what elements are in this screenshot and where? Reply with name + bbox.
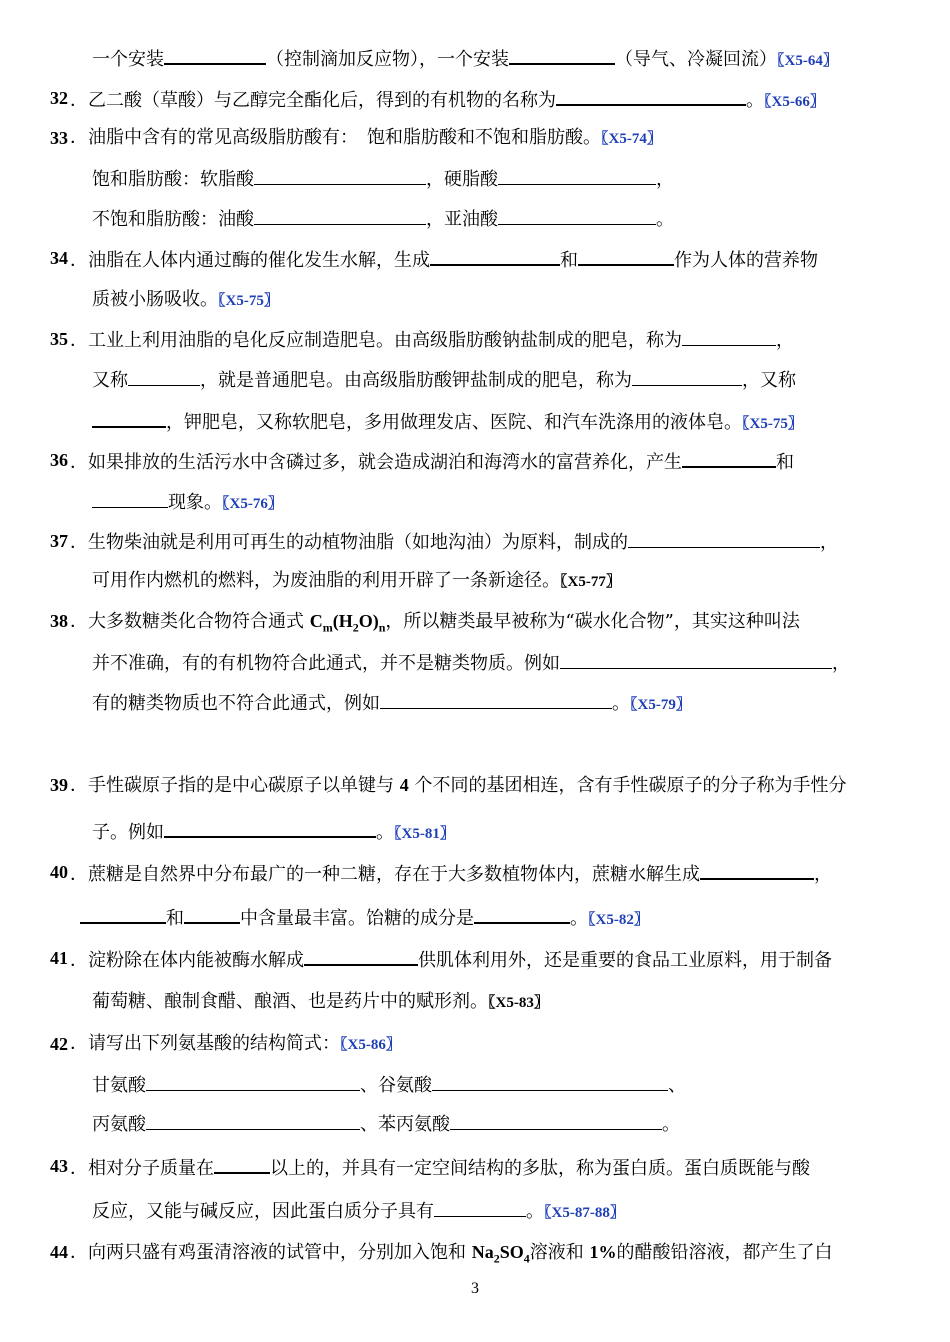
q38-line (70, 609, 800, 633)
q42-l2b: 、谷氨酸 (360, 1075, 432, 1096)
question-number: 36 (50, 450, 68, 470)
q33-l2a: 饱和脂肪酸：软脂酸 (92, 169, 254, 190)
question-number: 42 (50, 1034, 68, 1054)
q34-l2: 质被小肠吸收。 (92, 289, 218, 310)
answer-blank[interactable] (578, 246, 674, 266)
q43-line2 (92, 1198, 625, 1222)
q39-a: ．手性碳原子指的是中心碳原子以单键与 (70, 775, 400, 796)
q31-text-b: （控制滴加反应物），一个安装 (266, 49, 509, 70)
q44-c: 的醋酸铅溶液，都产生了白 (616, 1242, 833, 1263)
q37-a: ．生物柴油就是利用可再生的动植物油脂（如地沟油）为原料，制成的 (70, 532, 628, 553)
formula: $Na_2SO_4$ (471, 1242, 530, 1266)
answer-blank[interactable] (92, 489, 168, 508)
q37-line (70, 529, 838, 553)
q44-a: ．向两只盛有鸡蛋清溶液的试管中，分别加入饱和 (70, 1242, 472, 1263)
reference-tag: 〖X5-74〗 (601, 131, 662, 147)
q38-l3: 有的糖类物质也不符合此通式，例如 (92, 693, 380, 714)
q38-line2 (92, 650, 850, 674)
page-number: 3 (471, 1280, 479, 1297)
q42-line (70, 1032, 401, 1056)
answer-blank[interactable] (146, 1072, 360, 1091)
q32-end: 。 (746, 90, 764, 111)
q42-line2 (92, 1072, 686, 1096)
q33-l2b: ，硬脂酸 (426, 169, 498, 190)
question-number: 35 (50, 329, 68, 349)
question-number: 39 (50, 775, 68, 795)
q37-l2: 可用作内燃机的燃料，为废油脂的利用开辟了一条新途径。 (92, 570, 560, 591)
q33-l3c: 。 (656, 209, 674, 230)
q38-l3e: 。 (612, 693, 630, 714)
q42-l3b: 、苯丙氨酸 (360, 1114, 450, 1135)
answer-blank[interactable] (430, 246, 560, 266)
q33-l3a: 不饱和脂肪酸：油酸 (92, 209, 254, 230)
q40-l2a: 和 (166, 908, 184, 929)
answer-blank[interactable] (474, 904, 570, 924)
q34-b: 和 (560, 250, 578, 271)
q41-l2: 葡萄糖、酿制食醋、酿酒、也是药片中的赋形剂。 (92, 991, 488, 1012)
q40-a: ．蔗糖是自然界中分布最广的一种二糖，存在于大多数植物体内，蔗糖水解生成 (70, 864, 700, 885)
question-number: 33 (50, 128, 68, 148)
question-number: 32 (50, 88, 68, 108)
q40-line (70, 860, 832, 884)
answer-blank[interactable] (682, 448, 776, 468)
q36-b: 和 (776, 452, 794, 473)
reference-tag: 〖X5-86〗 (340, 1037, 401, 1053)
q36-line2 (92, 489, 283, 513)
q33-text: ．油脂中含有的常见高级脂肪酸有： 饱和脂肪酸和不饱和脂肪酸。 (70, 127, 601, 148)
answer-blank[interactable] (164, 818, 376, 838)
answer-blank[interactable] (682, 327, 776, 346)
q42-l3a: 丙氨酸 (92, 1114, 146, 1135)
q38-l2: 并不准确，有的有机物符合此通式，并不是糖类物质。例如 (92, 653, 560, 674)
q35-b: ， (776, 330, 794, 351)
q38-b: ，所以糖类最早被称为“碳水化合物”，其实这种叫法 (385, 611, 800, 632)
q36-l2: 现象。 (168, 492, 222, 513)
q34-c: 作为人体的营养物 (674, 250, 818, 271)
q42-l2a: 甘氨酸 (92, 1075, 146, 1096)
reference-tag: 〖X5-64〗 (777, 53, 838, 69)
answer-blank[interactable] (509, 45, 615, 65)
q35-l2c: ，又称 (742, 370, 796, 391)
q44-b: 溶液和 (529, 1242, 590, 1263)
q32-text: ．乙二酸（草酸）与乙醇完全酯化后，得到的有机物的名称为 (70, 90, 556, 111)
q42-a: ．请写出下列氨基酸的结构简式： (70, 1033, 340, 1054)
formula: $C_m(H_2O)_n$ (309, 611, 386, 635)
answer-blank[interactable] (498, 166, 656, 185)
answer-blank[interactable] (632, 367, 742, 386)
q41-line2 (92, 990, 549, 1014)
q43-line (70, 1154, 810, 1178)
reference-tag: 〖X5-75〗 (218, 293, 279, 309)
answer-blank[interactable] (432, 1072, 668, 1091)
q43-l2: 反应，又能与碱反应，因此蛋白质分子具有 (92, 1201, 434, 1222)
answer-blank[interactable] (304, 946, 418, 966)
q37-line2 (92, 569, 621, 593)
q40-line2 (80, 904, 649, 928)
q41-a: ．淀粉除在体内能被酶水解成 (70, 950, 304, 971)
q40-b: ， (814, 864, 832, 885)
answer-blank[interactable] (254, 206, 426, 225)
answer-blank[interactable] (92, 408, 166, 428)
answer-blank[interactable] (700, 860, 814, 880)
q31-text-a: 一个安装 (92, 49, 164, 70)
answer-blank[interactable] (146, 1111, 360, 1130)
q33-l3b: ，亚油酸 (426, 209, 498, 230)
q33-line3 (92, 206, 674, 230)
question-number: 44 (50, 1242, 68, 1262)
q39-l2: 子。例如 (92, 822, 164, 843)
q43-l2e: 。 (526, 1201, 544, 1222)
q43-b: 以上的，并具有一定空间结构的多肽，称为蛋白质。蛋白质既能与酸 (270, 1158, 810, 1179)
answer-blank[interactable] (380, 690, 612, 709)
answer-blank[interactable] (128, 367, 200, 386)
question-number: 37 (50, 531, 68, 551)
q32-line (70, 86, 825, 110)
q42-l2c: 、 (668, 1075, 686, 1096)
q34-a: ．油脂在人体内通过酶的催化发生水解，生成 (70, 250, 430, 271)
q36-a: ．如果排放的生活污水中含磷过多，就会造成湖泊和海湾水的富营养化，产生 (70, 452, 682, 473)
q35-l3: ，钾肥皂，又称软肥皂，多用做理发店、医院、和汽车洗涤用的液体皂。 (166, 412, 742, 433)
q31-line (92, 45, 838, 69)
reference-tag: 〖X5-81〗 (394, 826, 455, 842)
q34-line2 (92, 288, 279, 312)
q41-b: 供肌体利用外，还是重要的食品工业原料，用于制备 (418, 950, 832, 971)
q39-b: 个不同的基团相连，含有手性碳原子的分子称为手性分 (408, 775, 847, 796)
reference-tag: 〖X5-79〗 (630, 697, 691, 713)
q33-line2 (92, 166, 674, 190)
q42-l3c: 。 (662, 1114, 680, 1135)
q33-l2c: ， (656, 169, 674, 190)
q42-line3 (92, 1111, 680, 1135)
answer-blank[interactable] (560, 650, 832, 669)
question-number: 41 (50, 948, 68, 968)
q44-pct: 1% (589, 1242, 617, 1262)
reference-tag: 〖X5-87-88〗 (544, 1205, 625, 1221)
answer-blank[interactable] (254, 166, 426, 185)
question-number: 38 (50, 611, 68, 631)
q43-a: ．相对分子质量在 (70, 1158, 214, 1179)
q35-l2b: ，就是普通肥皂。由高级脂肪酸钾盐制成的肥皂，称为 (200, 370, 632, 391)
q38-line3 (92, 690, 691, 714)
q31-text-c: （导气、冷凝回流） (615, 49, 777, 70)
reference-tag: 〖X5-66〗 (764, 94, 825, 110)
answer-blank[interactable] (628, 529, 820, 548)
q44-line (70, 1240, 832, 1264)
answer-blank[interactable] (164, 45, 266, 65)
q39-four: 4 (399, 775, 409, 795)
q40-l2c: 。 (570, 908, 588, 929)
q38-a: ．大多数糖类化合物符合通式 (70, 611, 310, 632)
q35-a: ．工业上利用油脂的皂化反应制造肥皂。由高级脂肪酸钠盐制成的肥皂，称为 (70, 330, 682, 351)
question-number: 34 (50, 248, 68, 268)
question-number: 43 (50, 1156, 68, 1176)
q40-l2b: 中含量最丰富。饴糖的成分是 (240, 908, 474, 929)
q34-line (70, 246, 818, 270)
q36-line (70, 448, 794, 472)
q35-line2 (92, 367, 796, 391)
q41-line (70, 946, 832, 970)
q35-line (70, 327, 794, 351)
reference-tag: 〖X5-82〗 (588, 912, 649, 928)
reference-tag: 〖X5-77〗 (560, 574, 621, 590)
answer-blank[interactable] (556, 86, 746, 106)
answer-blank[interactable] (434, 1198, 526, 1217)
reference-tag: 〖X5-75〗 (742, 416, 803, 432)
q37-b: ， (820, 532, 838, 553)
answer-blank[interactable] (80, 904, 166, 924)
q39-l2e: 。 (376, 822, 394, 843)
answer-blank[interactable] (450, 1111, 662, 1130)
q35-line3 (92, 408, 803, 432)
q38-l2e: ， (832, 653, 850, 674)
q39-line (70, 773, 846, 797)
answer-blank[interactable] (214, 1154, 270, 1174)
q39-line2 (92, 818, 455, 842)
question-number: 40 (50, 862, 68, 882)
q35-l2a: 又称 (92, 370, 128, 391)
answer-blank[interactable] (498, 206, 656, 225)
q33-line (70, 126, 662, 150)
answer-blank[interactable] (184, 904, 240, 924)
reference-tag: 〖X5-76〗 (222, 496, 283, 512)
reference-tag: 〖X5-83〗 (488, 995, 549, 1011)
